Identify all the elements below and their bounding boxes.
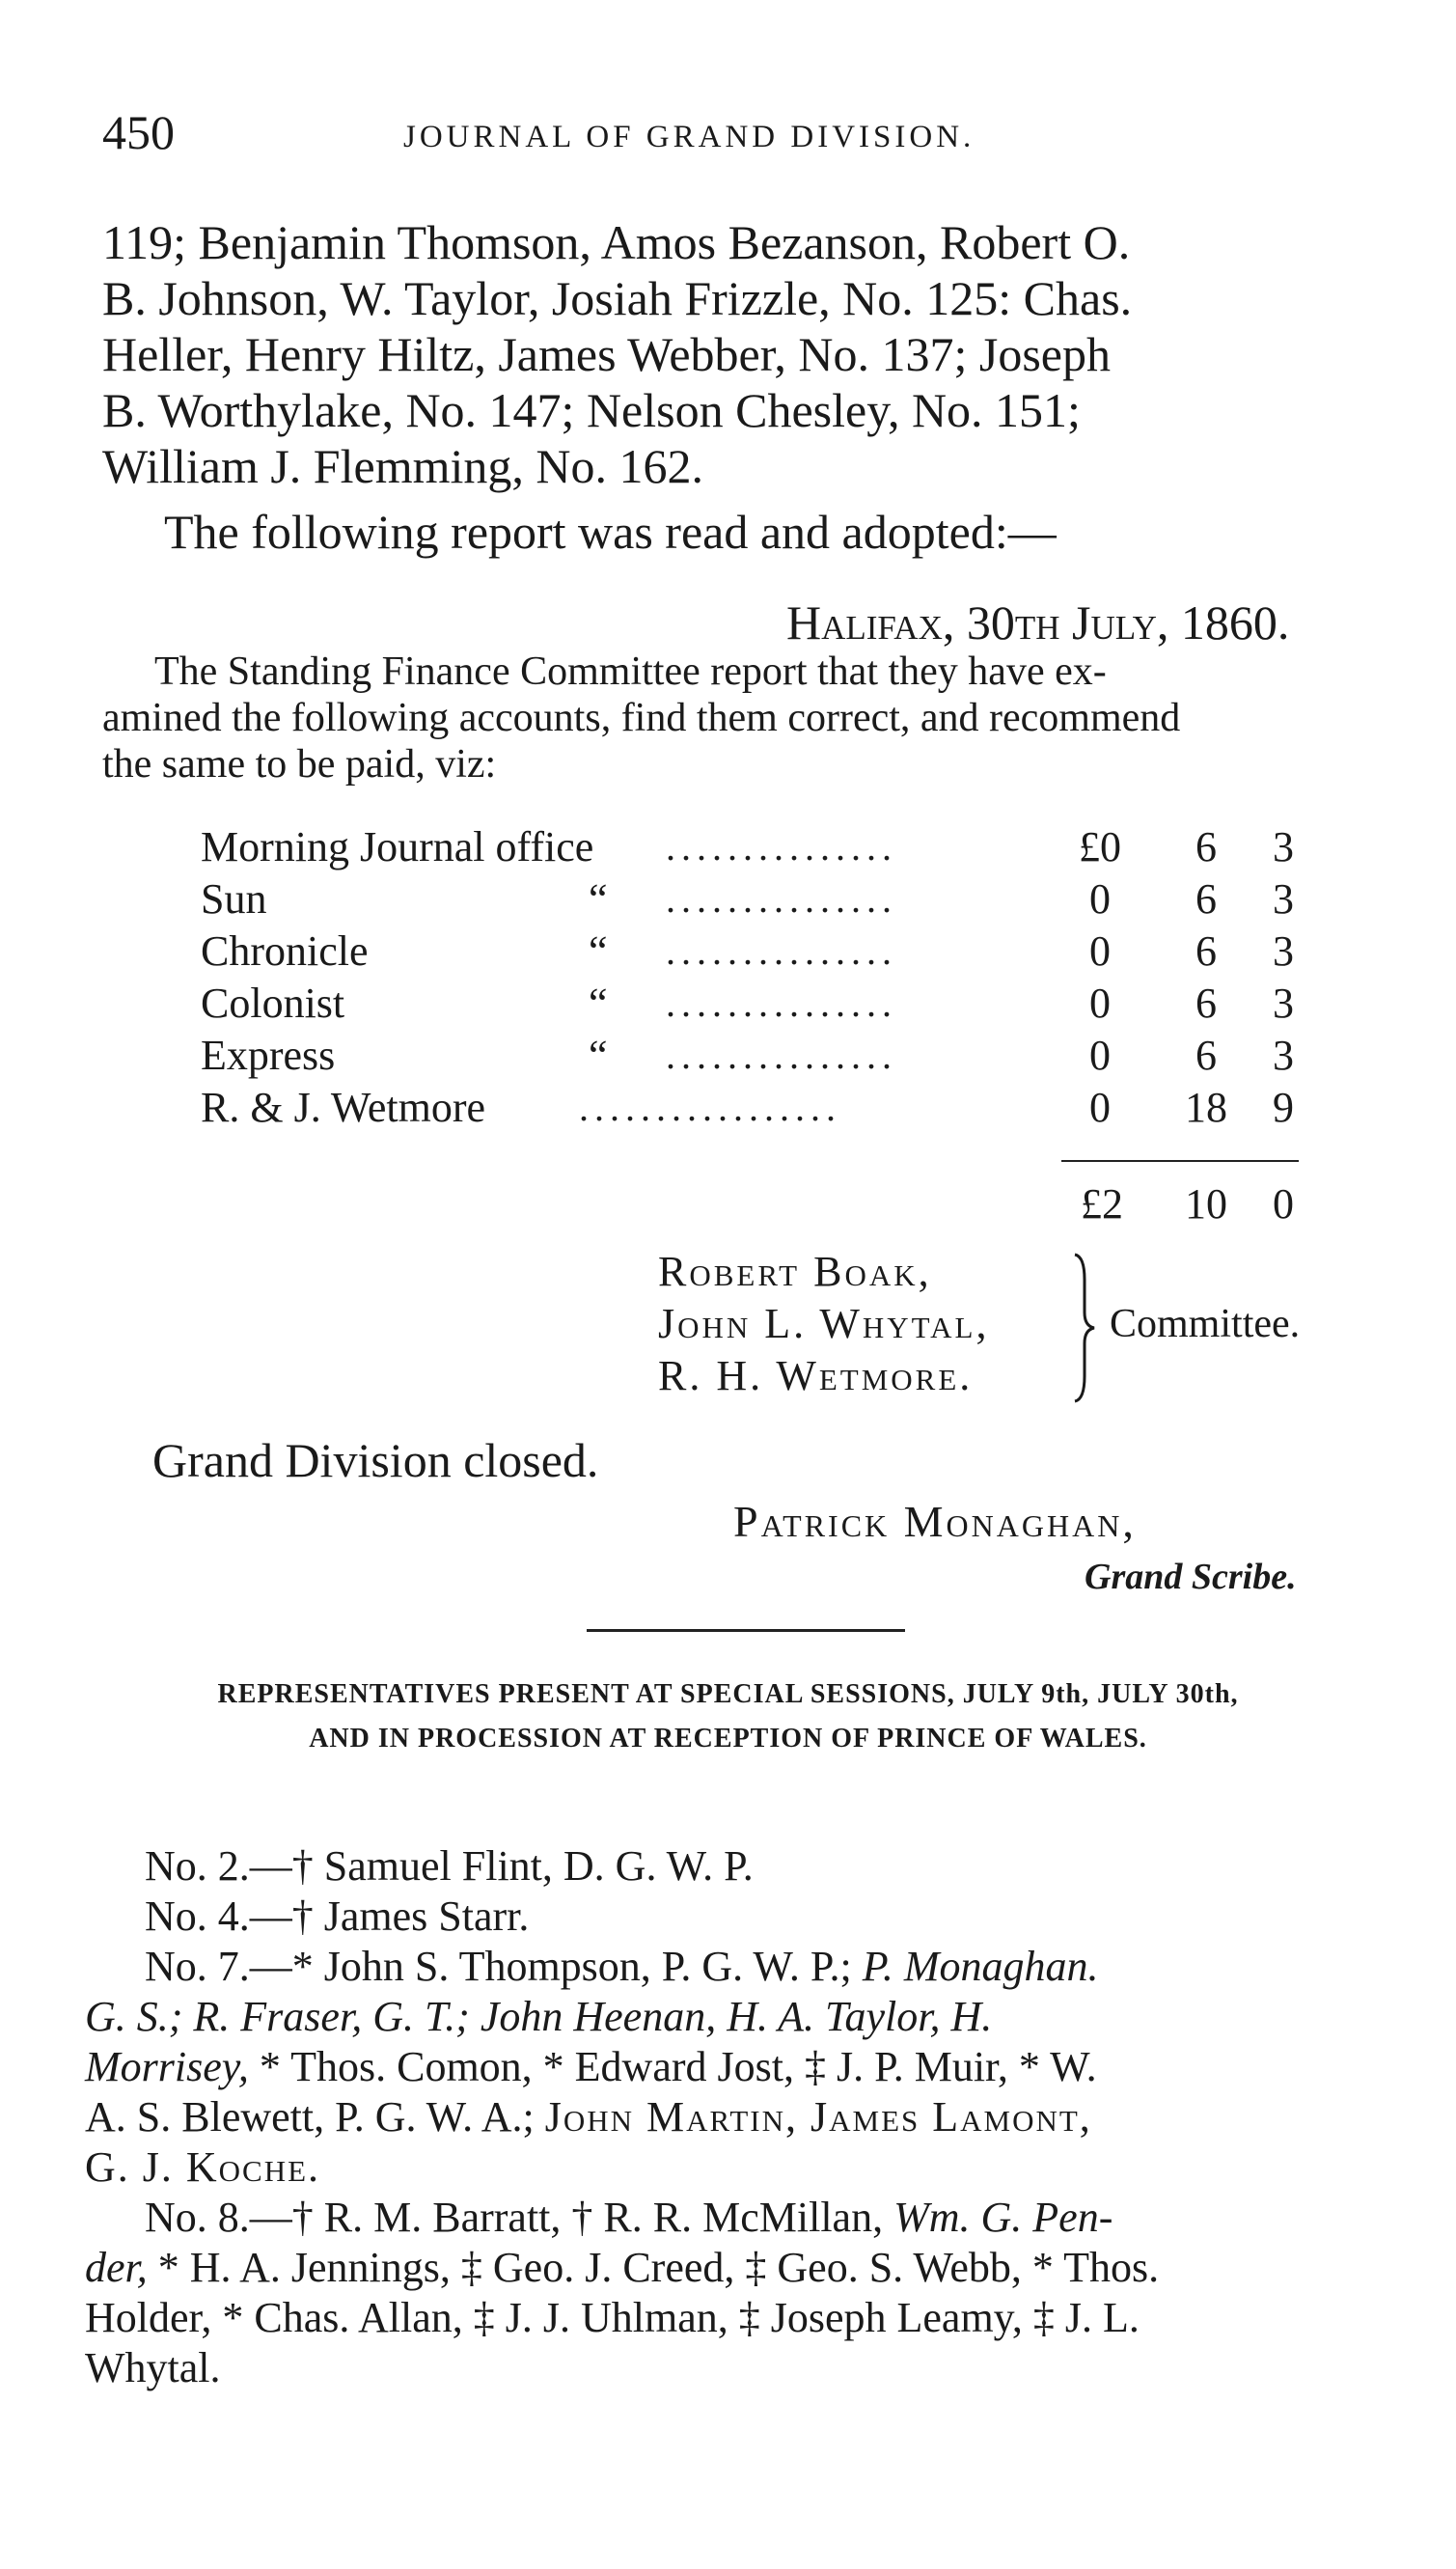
account-shillings: 6 [1195,927,1217,975]
rep-text: * Thos. Comon, * Edward Jost, ‡ J. P. Muir, * W. [259,2043,1097,2090]
rep-text: A. S. Blewett, P. G. W. A.; [85,2093,535,2141]
signatory: R. H. Wetmore. [658,1352,974,1399]
report-intro: The following report was read and adopted:— [164,505,1057,559]
scribe-title: Grand Scribe. [1085,1557,1297,1597]
brace-icon [1069,1251,1098,1405]
account-pounds: 0 [1089,980,1111,1027]
section-heading-line: AND IN PROCESSION AT RECEPTION OF PRINCE OF WALES. [309,1724,1147,1754]
intro-line: William J. Flemming, No. 162. [102,439,703,493]
ditto-mark: “ [589,980,608,1027]
account-name: Chronicle [201,927,369,975]
committee-line: amined the following accounts, find them correct, and recommend [102,696,1181,740]
total-shillings: 10 [1185,1180,1227,1228]
account-shillings: 18 [1185,1084,1227,1131]
account-name: Morning Journal office [201,823,594,870]
account-pence: 3 [1273,927,1294,975]
committee-label: Committee. [1110,1302,1301,1346]
leader-dots: ............... [666,877,897,921]
account-name: Colonist [201,980,345,1027]
committee-paragraph [102,649,1180,787]
rep-entry-no4: No. 4.—† James Starr. [145,1892,530,1940]
rep-entry-no7 [85,1942,1159,1992]
account-pence: 3 [1273,1032,1294,1079]
account-pounds: 0 [1089,1032,1111,1079]
closing-line: Grand Division closed. [152,1433,599,1487]
committee-line: the same to be paid, viz: [102,742,497,787]
rep-line-italic: G. S.; R. Fraser, G. T.; John Heenan, H. A. Taylor, H. [85,1993,993,2040]
section-heading-line: REPRESENTATIVES PRESENT AT SPECIAL SESSIONS, JULY 9th, JULY 30th, [217,1679,1239,1709]
rep-line: Holder, * Chas. Allan, ‡ J. J. Uhlman, ‡ Joseph Leamy, ‡ J. L. [85,2294,1140,2341]
leader-dots: ............... [666,981,897,1025]
account-pounds: 0 [1089,875,1111,923]
intro-line: B. Worthylake, No. 147; Nelson Chesley, No. 151; [102,383,1081,437]
rep-line [85,2042,1159,2092]
ditto-mark: “ [589,927,608,975]
total-pounds: £2 [1081,1180,1123,1228]
account-shillings: 6 [1195,980,1217,1027]
account-name: R. & J. Wetmore [201,1084,486,1131]
leader-dots: ................. [579,1086,841,1129]
account-pounds: 0 [1089,927,1111,975]
scribe-name: Patrick Monaghan, [733,1497,1137,1546]
rep-line [85,2092,1159,2142]
section-divider [587,1629,905,1632]
representatives-list [85,1841,1159,2393]
account-pence: 3 [1273,823,1294,870]
rep-officer-italic: Morrisey, [85,2043,249,2090]
rep-line: Whytal. [85,2344,221,2391]
account-shillings: 6 [1195,823,1217,870]
dateline: Halifax, 30th July, 1860. [786,595,1290,649]
account-name: Express [201,1032,336,1079]
account-pence: 3 [1273,875,1294,923]
rep-text: No. 7.—* John S. Thompson, P. G. W. P.; [145,1943,852,1990]
total-rule [1061,1160,1299,1162]
account-pence: 9 [1273,1084,1294,1131]
rep-smallcaps: John Martin, James Lamont, [544,2093,1092,2141]
ditto-mark: “ [589,1032,608,1079]
rep-officer-italic: Wm. G. Pen- [893,2194,1113,2241]
leader-dots: ............... [666,825,897,869]
intro-line: B. Johnson, W. Taylor, Josiah Frizzle, No. 125: Chas. [102,271,1133,325]
account-pounds: 0 [1089,1084,1111,1131]
intro-paragraph [102,214,1132,494]
rep-officer-italic: P. Monaghan. [862,1943,1099,1990]
leader-dots: ............... [666,1034,897,1077]
committee-line: The Standing Finance Committee report that they have ex- [154,649,1107,694]
account-shillings: 6 [1195,1032,1217,1079]
intro-line: 119; Benjamin Thomson, Amos Bezanson, Robert O. [102,215,1131,269]
rep-entry-no2: No. 2.—† Samuel Flint, D. G. W. P. [145,1842,754,1890]
intro-line: Heller, Henry Hiltz, James Webber, No. 137; Joseph [102,327,1111,381]
leader-dots: ............... [666,929,897,973]
account-pence: 3 [1273,980,1294,1027]
rep-line-smallcaps: G. J. Koche. [85,2143,321,2191]
rep-line [85,2243,1159,2293]
total-pence: 0 [1273,1180,1294,1228]
page-number: 450 [102,105,175,159]
rep-entry-no8 [85,2193,1159,2243]
running-head: JOURNAL OF GRAND DIVISION. [403,120,975,154]
rep-text: * H. A. Jennings, ‡ Geo. J. Creed, ‡ Geo. S. Webb, * Thos. [157,2244,1160,2291]
account-name: Sun [201,875,267,923]
rep-officer-italic: der, [85,2244,148,2291]
rep-text: No. 8.—† R. M. Barratt, † R. R. McMillan, [145,2194,884,2241]
account-pounds: £0 [1079,823,1121,870]
account-shillings: 6 [1195,875,1217,923]
signatory: John L. Whytal, [658,1300,990,1347]
ditto-mark: “ [589,875,608,923]
signatory: Robert Boak, [658,1248,932,1295]
